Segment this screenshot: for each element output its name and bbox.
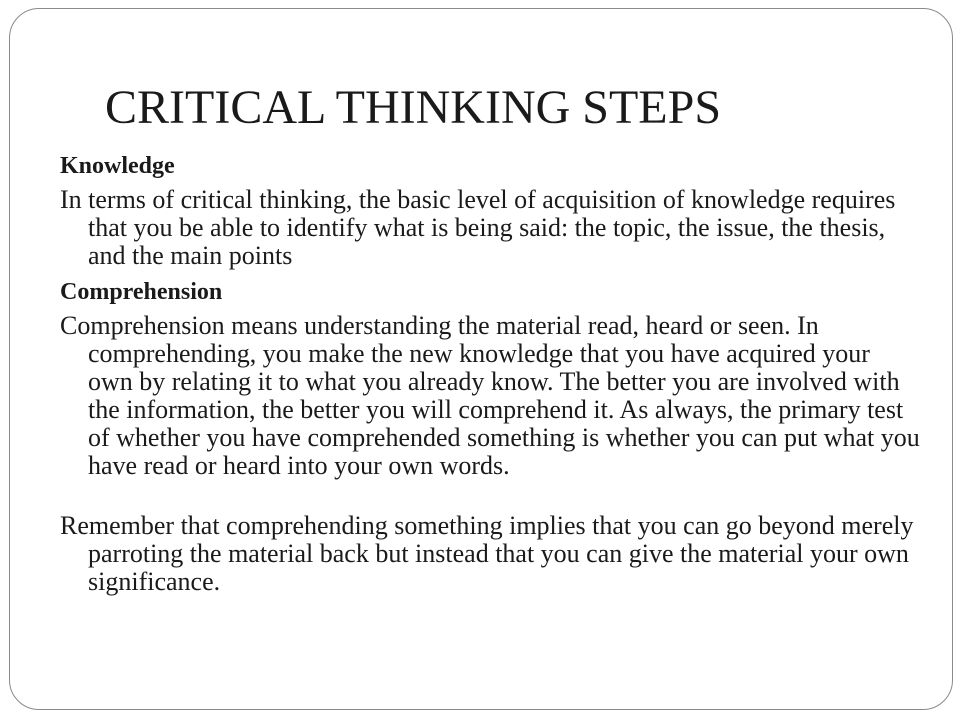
comprehension-heading: Comprehension [60,279,223,305]
comprehension-paragraph: Comprehension means understanding the material read, heard or seen. In comprehending, you make the new knowledge that you have acquired your own by relating it to what you already know. The better you are involved with the information, the better you will comprehend it. As always, the primary test of whether you have comprehended something is whether you can put what you have read or heard into your own words. [60,311,920,480]
knowledge-paragraph: In terms of critical thinking, the basic level of acquisition of knowledge requires that you be able to identify what is being said: the topic, the issue, the thesis, and the main points [60,185,896,270]
knowledge-heading: Knowledge [60,153,175,179]
slide-title: CRITICAL THINKING STEPS [105,81,722,134]
slide-body [60,152,920,604]
closing-paragraph: Remember that comprehending something implies that you can go beyond merely parroting the material back but instead that you can give the material your own significance. [60,511,914,596]
